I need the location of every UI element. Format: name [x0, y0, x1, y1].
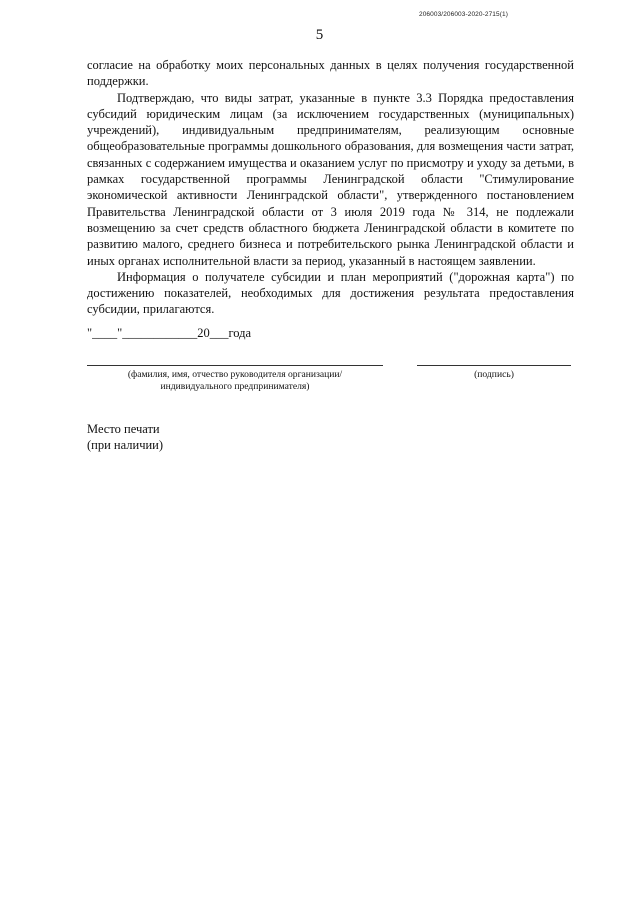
stamp-place [87, 421, 163, 454]
date-line: "____"____________20___года [87, 326, 252, 340]
document-id: 206003/206003-2020-2715(1) [419, 11, 508, 18]
name-caption-line-2: индивидуального предпринимателя) [160, 381, 310, 392]
name-signature-line [87, 365, 383, 366]
name-caption-line-1: (фамилия, имя, отчество руководителя организации/ [127, 369, 343, 380]
paragraph-confirmation: Подтверждаю, что виды затрат, указанные в пункте 3.3 Порядка предоставления субсидий юридическим лицам (за исключением государственных (муниципальных) учреждений), индивидуальным предпринимателям, реализующим основные общеобразовательные программы дошкольного образования, для возмещения части затрат, связанных с содержанием имущества и оказанием услуг по присмотру и уходу за детьми, в рамках государственной программы Ленинградской области "Стимулирование экономической активности Ленинградской области", утвержденного постановлением Правительства Ленинградской области от 3 июля 2019 года № 314, не подлежали возмещению за счет средств областного бюджета Ленинградской области в комитете по развитию малого, среднего бизнеса и потребительского рынка Ленинградской области и иных органах исполнительной власти за период, указанный в настоящем заявлении. [87, 90, 574, 268]
signature-caption: (подпись) [474, 369, 514, 380]
paragraph-consent: согласие на обработку моих персональных данных в целях получения государственной поддержки. [87, 58, 574, 89]
name-caption [87, 369, 383, 393]
document-body [87, 57, 574, 318]
page-number: 5 [315, 27, 324, 43]
signature-line [417, 365, 571, 366]
paragraph-attachments: Информация о получателе субсидии и план мероприятий ("дорожная карта") по достижению показателей, необходимых для достижения результата предоставления субсидии, прилагаются. [87, 269, 574, 317]
stamp-note: (при наличии) [87, 438, 164, 453]
stamp-label: Место печати [87, 422, 160, 436]
